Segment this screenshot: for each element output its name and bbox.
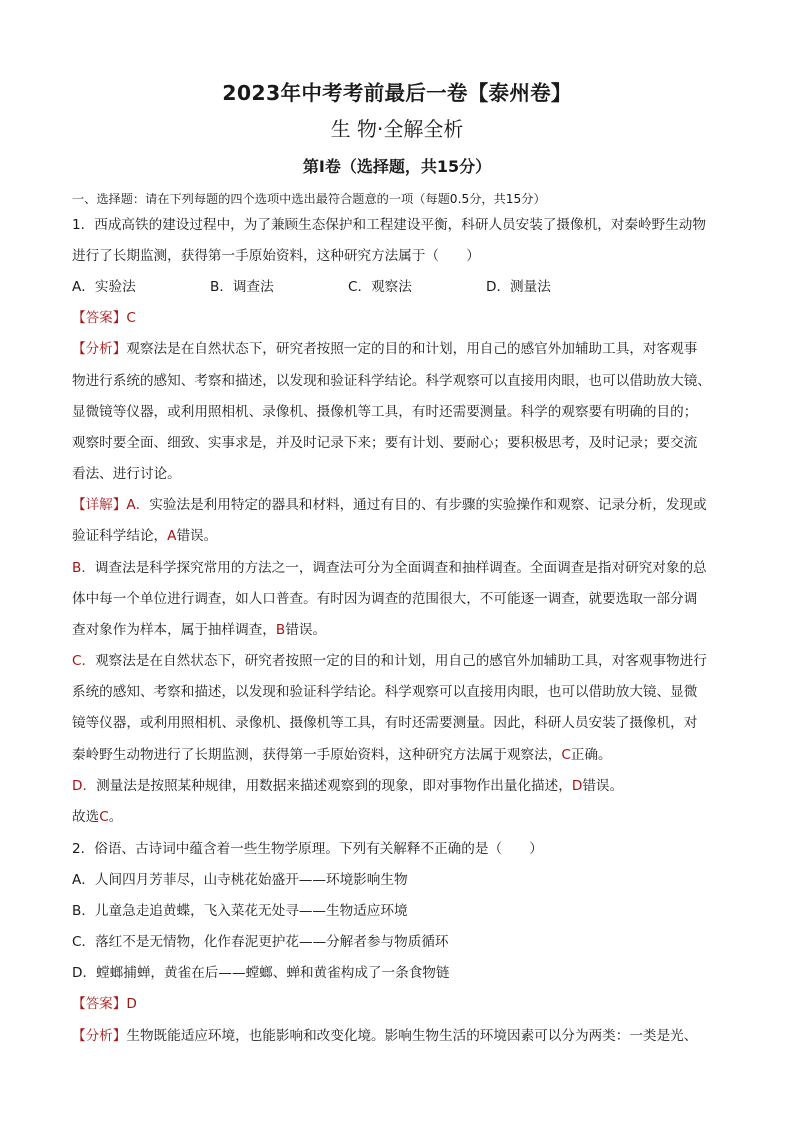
q1-option-c: C．观察法 [348, 279, 412, 295]
q1-options [72, 277, 732, 297]
q1-stem-line-1: 1．西成高铁的建设过程中，为了兼顾生态保护和工程建设平衡，科研人员安装了摄像机，对秦岭野生动物 [72, 217, 706, 233]
q2-stem: 2．俗语、古诗词中蕴含着一些生物学原理。下列有关解释不正确的是（ ） [72, 841, 543, 857]
analysis-tag: 【分析】 [72, 341, 127, 357]
q1-analysis-line-1 [72, 339, 732, 359]
detail-c-text-4: 秦岭野生动物进行了长期监测，获得第一手原始资料，这种研究方法属于观察法， [72, 747, 562, 763]
detail-d-label: D． [72, 778, 97, 794]
q1-detail-c-line-2: 系统的感知、考察和描述，以发现和验证科学结论。科学观察可以直接用肉眼，也可以借助放大镜、显微 [72, 684, 698, 700]
detail-tag: 【详解】 [72, 497, 127, 513]
answer-value: C [126, 310, 136, 326]
q1-detail-a-line-2 [72, 526, 732, 546]
q1-detail-c-line-4 [72, 745, 732, 765]
detail-a-text-2: 验证科学结论， [72, 528, 168, 544]
q2-option-d: D．螳螂捕蝉，黄雀在后——螳螂、蝉和黄雀构成了一条食物链 [72, 965, 450, 981]
section-instruction: 一、选择题：请在下列每题的四个选项中选出最符合题意的一项（每题0.5分，共15分） [72, 192, 546, 206]
q1-analysis-line-4: 观察时要全面、细致、实事求是，并及时记录下来；要有计划、要耐心；要积极思考，及时记录；要交流 [72, 435, 698, 451]
q1-option-d: D．测量法 [486, 279, 551, 295]
q2-option-b: B．儿童急走追黄蝶，飞入菜花无处寻——生物适应环境 [72, 903, 408, 919]
detail-d-text: 测量法是按照某种规律，用数据来描述观察到的现象，即对事物作出量化描述， [96, 778, 572, 794]
q1-detail-b-line-2: 体中每一个单位进行调查，如人口普查。有时因为调查的范围很大，不可能逐一调查，就要选取一部分调 [72, 591, 698, 607]
exam-subtitle: 生 物·全解全析 [330, 117, 464, 141]
q1-analysis-line-5: 看法、进行讨论。 [72, 466, 181, 482]
detail-c-label: C． [72, 653, 96, 669]
q1-detail-b-line-3 [72, 620, 732, 640]
analysis-text: 生物既能适应环境，也能影响和改变化境。影响生物生活的环境因素可以分为两类：一类是光、 [126, 1028, 698, 1044]
conclusion-end: 。 [108, 809, 123, 825]
q1-stem-line-2: 进行了长期监测，获得第一手原始资料，这种研究方法属于（ ） [72, 248, 480, 264]
answer-tag: 【答案】 [72, 996, 127, 1012]
detail-b-label: B． [72, 560, 95, 576]
q1-option-a: A．实验法 [72, 279, 136, 295]
detail-c-mark: C [561, 747, 571, 763]
q1-answer [72, 308, 732, 328]
detail-a-mark: A [167, 528, 177, 544]
answer-tag: 【答案】 [72, 310, 127, 326]
q1-detail-a-line-1 [72, 495, 732, 515]
detail-b-verdict: 错误。 [285, 622, 327, 638]
q1-detail-d-line-1 [72, 776, 732, 796]
detail-b-text: 调查法是科学探究常用的方法之一，调查法可分为全面调查和抽样调查。全面调查是指对研究对象的总 [94, 560, 707, 576]
q1-analysis-line-2: 物进行系统的感知、考察和描述，以发现和验证科学结论。科学观察可以直接用肉眼，也可以借助放大镜、 [72, 373, 711, 389]
q1-option-b: B．调查法 [210, 279, 274, 295]
answer-value: D [126, 996, 137, 1012]
q1-detail-c-line-3: 镜等仪器，或利用照相机、录像机、摄像机等工具，有时还需要测量。因此，科研人员安装了摄像机，对 [72, 715, 698, 731]
detail-d-mark: D [571, 778, 583, 794]
q1-conclusion [72, 807, 732, 827]
detail-a-verdict: 错误。 [176, 528, 218, 544]
analysis-tag: 【分析】 [72, 1028, 127, 1044]
q2-option-a: A．人间四月芳菲尽，山寺桃花始盛开——环境影响生物 [72, 872, 408, 888]
conclusion-text: 故选 [72, 809, 100, 825]
q2-analysis-line-1 [72, 1026, 732, 1046]
detail-c-text: 观察法是在自然状态下，研究者按照一定的目的和计划，用自己的感官外加辅助工具，对客观事物进行 [95, 653, 707, 669]
q2-option-c: C．落红不是无情物，化作春泥更护花——分解者参与物质循环 [72, 934, 449, 950]
q1-detail-b-line-1 [72, 558, 732, 578]
detail-b-text-3: 查对象作为样本，属于抽样调查， [72, 622, 276, 638]
exam-title: 2023年中考考前最后一卷【泰州卷】 [222, 81, 572, 105]
detail-b-mark: B [275, 622, 286, 638]
conclusion-mark: C [99, 809, 109, 825]
q2-answer [72, 994, 732, 1014]
volume-heading: 第Ⅰ卷（选择题，共15分） [302, 157, 492, 176]
analysis-text: 观察法是在自然状态下，研究者按照一定的目的和计划，用自己的感官外加辅助工具，对客观事 [126, 341, 698, 357]
q1-detail-c-line-1 [72, 651, 732, 671]
q1-analysis-line-3: 显微镜等仪器，或利用照相机、录像机、摄像机等工具，有时还需要测量。科学的观察要有明确的目的； [72, 404, 698, 420]
detail-a-text: 实验法是利用特定的器具和材料，通过有目的、有步骤的实验操作和观察、记录分析，发现或 [149, 497, 707, 513]
detail-c-verdict: 正确。 [570, 747, 612, 763]
detail-d-verdict: 错误。 [582, 778, 624, 794]
detail-a-label: A． [126, 497, 150, 513]
